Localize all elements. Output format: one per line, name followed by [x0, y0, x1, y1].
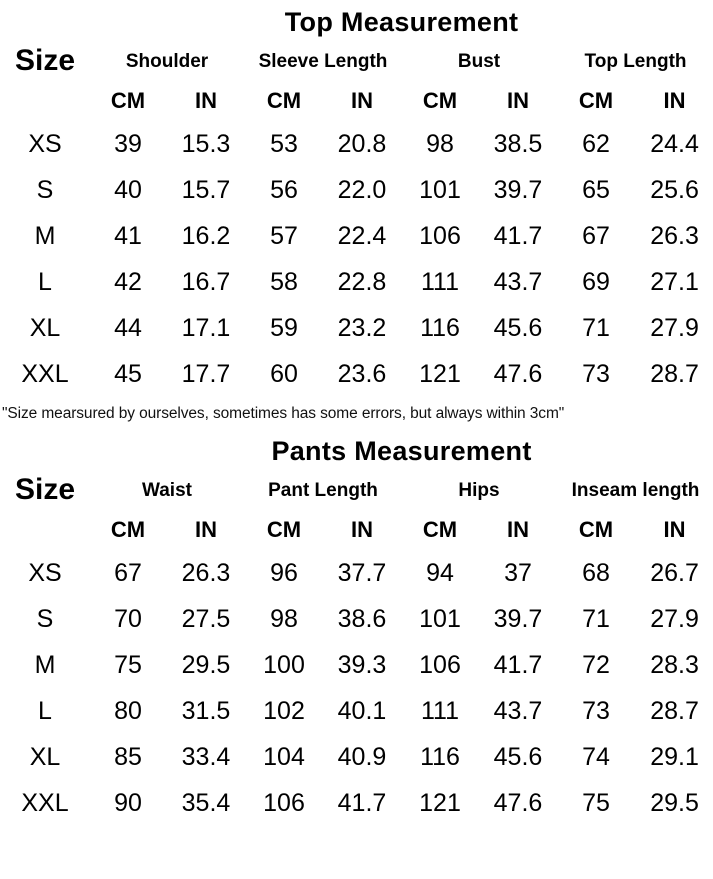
top-cell: 40	[89, 167, 167, 213]
pants-group-hips: Hips	[401, 472, 557, 510]
top-unit-shoulder-cm: CM	[89, 81, 167, 121]
top-cell: 16.7	[167, 259, 245, 305]
pants-cell: 26.7	[635, 550, 713, 596]
pants-unit-hips-cm: CM	[401, 510, 479, 550]
top-cell: 28.7	[635, 351, 713, 397]
pants-row-size: XL	[1, 734, 89, 780]
table-row	[1, 688, 713, 734]
top-cell: 67	[557, 213, 635, 259]
top-cell: 17.1	[167, 305, 245, 351]
top-cell: 15.3	[167, 121, 245, 167]
pants-cell: 38.6	[323, 596, 401, 642]
pants-cell: 47.6	[479, 780, 557, 826]
top-table-title: Top Measurement	[89, 1, 713, 43]
table-row	[1, 1, 713, 43]
pants-cell: 72	[557, 642, 635, 688]
top-cell: 27.9	[635, 305, 713, 351]
top-cell: 57	[245, 213, 323, 259]
top-cell: 121	[401, 351, 479, 397]
pants-cell: 27.5	[167, 596, 245, 642]
top-cell: 116	[401, 305, 479, 351]
top-cell: 45	[89, 351, 167, 397]
top-cell: 101	[401, 167, 479, 213]
pants-cell: 41.7	[479, 642, 557, 688]
pants-cell: 70	[89, 596, 167, 642]
top-unit-sleeve-in: IN	[323, 81, 401, 121]
table-row	[1, 734, 713, 780]
top-cell: 111	[401, 259, 479, 305]
table-row	[1, 642, 713, 688]
top-cell: 39	[89, 121, 167, 167]
pants-unit-pant-length-in: IN	[323, 510, 401, 550]
top-row-size: XS	[1, 121, 89, 167]
pants-cell: 85	[89, 734, 167, 780]
pants-cell: 35.4	[167, 780, 245, 826]
top-cell: 20.8	[323, 121, 401, 167]
pants-row-size: XXL	[1, 780, 89, 826]
pants-cell: 45.6	[479, 734, 557, 780]
pants-cell: 43.7	[479, 688, 557, 734]
top-cell: 17.7	[167, 351, 245, 397]
pants-cell: 40.1	[323, 688, 401, 734]
top-cell: 22.0	[323, 167, 401, 213]
top-cell: 24.4	[635, 121, 713, 167]
top-row-size: L	[1, 259, 89, 305]
top-row-size: XL	[1, 305, 89, 351]
top-measurement-table	[0, 0, 713, 398]
top-cell: 45.6	[479, 305, 557, 351]
pants-unit-waist-in: IN	[167, 510, 245, 550]
pants-cell: 104	[245, 734, 323, 780]
top-cell: 58	[245, 259, 323, 305]
pants-unit-inseam-in: IN	[635, 510, 713, 550]
table-row	[1, 213, 713, 259]
top-group-bust: Bust	[401, 43, 557, 81]
top-cell: 71	[557, 305, 635, 351]
pants-cell: 121	[401, 780, 479, 826]
top-unit-shoulder-in: IN	[167, 81, 245, 121]
pants-cell: 111	[401, 688, 479, 734]
pants-cell: 94	[401, 550, 479, 596]
top-cell: 98	[401, 121, 479, 167]
top-row-size: XXL	[1, 351, 89, 397]
pants-cell: 29.5	[635, 780, 713, 826]
pants-cell: 106	[401, 642, 479, 688]
top-group-shoulder: Shoulder	[89, 43, 245, 81]
top-cell: 65	[557, 167, 635, 213]
pants-cell: 102	[245, 688, 323, 734]
measurement-note: "Size mearsured by ourselves, sometimes has some errors, but always within 3cm"	[2, 405, 565, 422]
top-cell: 26.3	[635, 213, 713, 259]
top-cell: 38.5	[479, 121, 557, 167]
pants-measurement-table	[0, 429, 713, 827]
top-cell: 59	[245, 305, 323, 351]
table-row	[1, 259, 713, 305]
top-unit-length-cm: CM	[557, 81, 635, 121]
pants-cell: 37.7	[323, 550, 401, 596]
table-row	[1, 550, 713, 596]
table-row	[1, 81, 713, 121]
table-row	[1, 510, 713, 550]
pants-row-size: S	[1, 596, 89, 642]
top-cell: 47.6	[479, 351, 557, 397]
top-cell: 16.2	[167, 213, 245, 259]
pants-cell: 90	[89, 780, 167, 826]
pants-cell: 28.3	[635, 642, 713, 688]
top-cell: 41	[89, 213, 167, 259]
top-cell: 22.8	[323, 259, 401, 305]
top-cell: 42	[89, 259, 167, 305]
table-row	[1, 596, 713, 642]
top-cell: 27.1	[635, 259, 713, 305]
top-cell: 22.4	[323, 213, 401, 259]
pants-cell: 73	[557, 688, 635, 734]
pants-cell: 41.7	[323, 780, 401, 826]
table-row	[1, 43, 713, 81]
pants-cell: 98	[245, 596, 323, 642]
pants-cell: 80	[89, 688, 167, 734]
pants-cell: 29.1	[635, 734, 713, 780]
pants-cell: 29.5	[167, 642, 245, 688]
pants-cell: 33.4	[167, 734, 245, 780]
pants-unit-pant-length-cm: CM	[245, 510, 323, 550]
pants-group-pant-length: Pant Length	[245, 472, 401, 510]
top-row-size: M	[1, 213, 89, 259]
table-row	[1, 167, 713, 213]
top-unit-bust-cm: CM	[401, 81, 479, 121]
table-row	[1, 121, 713, 167]
pants-cell: 106	[245, 780, 323, 826]
top-cell: 23.6	[323, 351, 401, 397]
pants-cell: 39.3	[323, 642, 401, 688]
top-cell: 44	[89, 305, 167, 351]
top-group-top-length: Top Length	[557, 43, 713, 81]
pants-cell: 101	[401, 596, 479, 642]
top-cell: 53	[245, 121, 323, 167]
top-row-size: S	[1, 167, 89, 213]
pants-group-inseam-length: Inseam length	[557, 472, 713, 510]
pants-cell: 26.3	[167, 550, 245, 596]
top-cell: 41.7	[479, 213, 557, 259]
pants-cell: 75	[89, 642, 167, 688]
pants-row-size: L	[1, 688, 89, 734]
pants-cell: 28.7	[635, 688, 713, 734]
pants-cell: 74	[557, 734, 635, 780]
top-unit-sleeve-cm: CM	[245, 81, 323, 121]
top-size-header: Size	[1, 1, 89, 121]
top-cell: 39.7	[479, 167, 557, 213]
pants-cell: 67	[89, 550, 167, 596]
pants-cell: 37	[479, 550, 557, 596]
top-cell: 106	[401, 213, 479, 259]
top-cell: 25.6	[635, 167, 713, 213]
top-cell: 43.7	[479, 259, 557, 305]
top-cell: 23.2	[323, 305, 401, 351]
pants-table-title: Pants Measurement	[89, 430, 713, 472]
top-unit-bust-in: IN	[479, 81, 557, 121]
pants-unit-hips-in: IN	[479, 510, 557, 550]
pants-unit-inseam-cm: CM	[557, 510, 635, 550]
pants-cell: 68	[557, 550, 635, 596]
pants-cell: 75	[557, 780, 635, 826]
pants-cell: 31.5	[167, 688, 245, 734]
top-cell: 69	[557, 259, 635, 305]
pants-cell: 39.7	[479, 596, 557, 642]
top-group-sleeve-length: Sleeve Length	[245, 43, 401, 81]
pants-group-waist: Waist	[89, 472, 245, 510]
top-cell: 15.7	[167, 167, 245, 213]
table-row	[1, 351, 713, 397]
pants-cell: 40.9	[323, 734, 401, 780]
top-cell: 60	[245, 351, 323, 397]
top-cell: 56	[245, 167, 323, 213]
pants-cell: 100	[245, 642, 323, 688]
pants-cell: 116	[401, 734, 479, 780]
table-row	[1, 430, 713, 472]
pants-cell: 96	[245, 550, 323, 596]
pants-cell: 71	[557, 596, 635, 642]
table-row	[1, 305, 713, 351]
pants-row-size: XS	[1, 550, 89, 596]
top-unit-length-in: IN	[635, 81, 713, 121]
pants-unit-waist-cm: CM	[89, 510, 167, 550]
pants-size-header: Size	[1, 430, 89, 550]
top-cell: 73	[557, 351, 635, 397]
top-cell: 62	[557, 121, 635, 167]
pants-cell: 27.9	[635, 596, 713, 642]
pants-row-size: M	[1, 642, 89, 688]
table-row	[1, 472, 713, 510]
table-row	[1, 780, 713, 826]
